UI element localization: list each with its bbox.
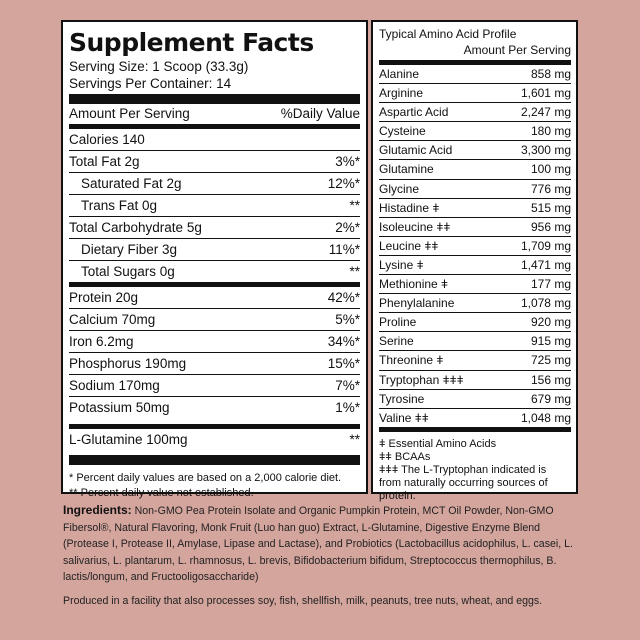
amino-value: 915 mg — [530, 334, 571, 349]
ingredients-list: Non-GMO Pea Protein Isolate and Organic Pumpkin Protein, MCT Oil Powder, Non-GMO Fibersol®, Natural Flavoring, Monk Fruit (Luo han guo) Extract, L-Glutamine, Digestive Enzyme Blend (Protease I, Protease II, Amylase, Lipase and Lactase), and Probiotics (Lactobacillus acidophilus, L. casei, L. salivarius, L. plantarum, L. rhamnosus, L. brevis, Bifidobacterium bifidum, Streptococcus thermophilus, B. lactis/longum, and Fructooligosaccharide) — [63, 505, 573, 583]
ingredients-text — [63, 502, 588, 586]
amino-footnote: ǂǂ BCAAs — [379, 450, 431, 463]
servings-per-container: Servings Per Container: 14 — [69, 76, 232, 91]
nutrient-row — [69, 374, 360, 396]
amino-value: 2,247 mg — [520, 105, 571, 120]
nutrient-row — [69, 216, 360, 238]
amino-row — [379, 236, 571, 255]
amino-value: 1,471 mg — [520, 257, 571, 272]
nutrient-value: 12%* — [327, 176, 360, 191]
amino-row — [379, 121, 571, 140]
amino-value: 177 mg — [530, 277, 571, 292]
calories-label: Calories 140 — [69, 132, 145, 147]
amino-value: 180 mg — [530, 124, 571, 139]
amino-name: Methionine ǂ — [379, 277, 449, 292]
amino-row — [379, 293, 571, 312]
nutrient-row — [69, 308, 360, 330]
amino-name: Lysine ǂ — [379, 257, 424, 272]
amino-name: Cysteine — [379, 124, 426, 139]
nutrient-value: 15%* — [327, 356, 360, 371]
amino-name: Aspartic Acid — [379, 105, 449, 120]
amino-row — [379, 179, 571, 198]
nutrient-row — [69, 287, 360, 308]
amino-row — [379, 389, 571, 408]
nutrient-value: 3%* — [335, 154, 360, 169]
amount-header-row — [69, 104, 360, 124]
nutrient-label: Saturated Fat 2g — [81, 176, 182, 191]
amino-name: Glutamine — [379, 162, 434, 177]
amino-row — [379, 408, 571, 427]
divider-thick — [69, 455, 360, 465]
amino-value: 1,709 mg — [520, 238, 571, 253]
amino-row — [379, 255, 571, 274]
nutrient-value: 34%* — [327, 334, 360, 349]
amino-name: Tyrosine — [379, 391, 425, 406]
amino-row — [379, 65, 571, 83]
supplement-facts-title: Supplement Facts — [69, 28, 314, 57]
amino-value: 956 mg — [530, 219, 571, 234]
nutrient-row — [69, 150, 360, 172]
glutamine-value: ** — [349, 432, 360, 447]
nutrient-label: Protein 20g — [69, 290, 139, 305]
glutamine-label: L-Glutamine 100mg — [69, 432, 188, 447]
amino-row — [379, 370, 571, 389]
nutrient-value: 5%* — [335, 312, 360, 327]
nutrient-row — [69, 352, 360, 374]
amino-name: Isoleucine ǂǂ — [379, 219, 451, 234]
glutamine-row — [69, 429, 360, 451]
amino-value: 920 mg — [530, 315, 571, 330]
nutrient-label: Calcium 70mg — [69, 312, 156, 327]
footnote-daily-value: * Percent daily values are based on a 2,000 calorie diet. — [69, 472, 342, 484]
divider-thick — [69, 94, 360, 104]
nutrient-label: Total Carbohydrate 5g — [69, 220, 202, 235]
amino-value: 858 mg — [530, 67, 571, 81]
footnotes — [69, 471, 360, 501]
amino-row — [379, 83, 571, 102]
nutrient-row — [69, 330, 360, 352]
amino-value: 776 mg — [530, 181, 571, 196]
nutrient-value: 2%* — [335, 220, 360, 235]
amount-per-serving-label: Amount Per Serving — [69, 106, 190, 121]
amino-row — [379, 159, 571, 178]
nutrient-value: ** — [349, 264, 360, 279]
amino-value: 1,078 mg — [520, 296, 571, 311]
amino-value: 515 mg — [530, 200, 571, 215]
amino-row — [379, 102, 571, 121]
amino-name: Arginine — [379, 86, 424, 101]
amino-name: Phenylalanine — [379, 296, 455, 311]
nutrient-label: Total Fat 2g — [69, 154, 140, 169]
nutrient-label: Iron 6.2mg — [69, 334, 134, 349]
amino-row — [379, 274, 571, 293]
amino-acid-panel — [371, 20, 578, 502]
nutrient-row — [69, 172, 360, 194]
supplement-facts-panel — [61, 20, 368, 499]
amino-value: 1,048 mg — [520, 410, 571, 425]
nutrient-value: 11%* — [328, 242, 360, 257]
nutrient-label: Potassium 50mg — [69, 400, 170, 415]
daily-value-label: %Daily Value — [280, 106, 360, 121]
amino-value: 679 mg — [530, 391, 571, 406]
amino-footnotes — [379, 438, 571, 503]
amino-row — [379, 350, 571, 369]
nutrient-value: 7%* — [335, 378, 360, 393]
nutrient-label: Phosphorus 190mg — [69, 356, 187, 371]
amino-value: 156 mg — [530, 372, 571, 387]
amino-value: 100 mg — [530, 162, 571, 177]
amino-name: Threonine ǂ — [379, 353, 444, 368]
amino-value: 3,300 mg — [520, 143, 571, 158]
amino-name: Tryptophan ǂǂǂ — [379, 372, 464, 387]
amino-name: Valine ǂǂ — [379, 410, 429, 425]
nutrient-label: Sodium 170mg — [69, 378, 160, 393]
footnote-not-established: ** Percent daily value not established. — [69, 487, 254, 499]
nutrient-row — [69, 396, 360, 418]
amino-footnote: ǂ Essential Amino Acids — [379, 437, 497, 450]
calories-row — [69, 129, 360, 150]
amino-subtitle: Amount Per Serving — [463, 43, 571, 57]
amino-value: 725 mg — [530, 353, 571, 368]
nutrient-row — [69, 238, 360, 260]
divider-medium — [379, 427, 571, 432]
nutrient-row — [69, 194, 360, 216]
amino-row — [379, 312, 571, 331]
amino-row — [379, 217, 571, 236]
amino-name: Serine — [379, 334, 414, 349]
nutrient-value: 42%* — [327, 290, 360, 305]
nutrient-row — [69, 260, 360, 282]
nutrient-label: Trans Fat 0g — [81, 198, 158, 213]
amino-name: Glutamic Acid — [379, 143, 453, 158]
amino-name: Glycine — [379, 181, 420, 196]
amino-name: Leucine ǂǂ — [379, 238, 439, 253]
amino-title: Typical Amino Acid Profile — [379, 27, 517, 41]
nutrient-value: ** — [349, 198, 360, 213]
amino-value: 1,601 mg — [520, 86, 571, 101]
nutrient-label: Dietary Fiber 3g — [81, 242, 178, 257]
amino-row — [379, 198, 571, 217]
amino-row — [379, 140, 571, 159]
nutrient-label: Total Sugars 0g — [81, 264, 175, 279]
facility-statement: Produced in a facility that also processes soy, fish, shellfish, milk, peanuts, tree nuts, wheat, and eggs. — [63, 595, 543, 607]
amino-footnote: ǂǂǂ The L-Tryptophan indicated is from naturally occurring sources of protein. — [379, 463, 548, 502]
amino-row — [379, 331, 571, 350]
nutrient-value: 1%* — [335, 400, 360, 415]
ingredients-label: Ingredients: — [63, 503, 132, 517]
serving-size: Serving Size: 1 Scoop (33.3g) — [69, 59, 249, 74]
amino-name: Alanine — [379, 67, 420, 81]
amino-name: Proline — [379, 315, 417, 330]
amino-name: Histadine ǂ — [379, 200, 440, 215]
